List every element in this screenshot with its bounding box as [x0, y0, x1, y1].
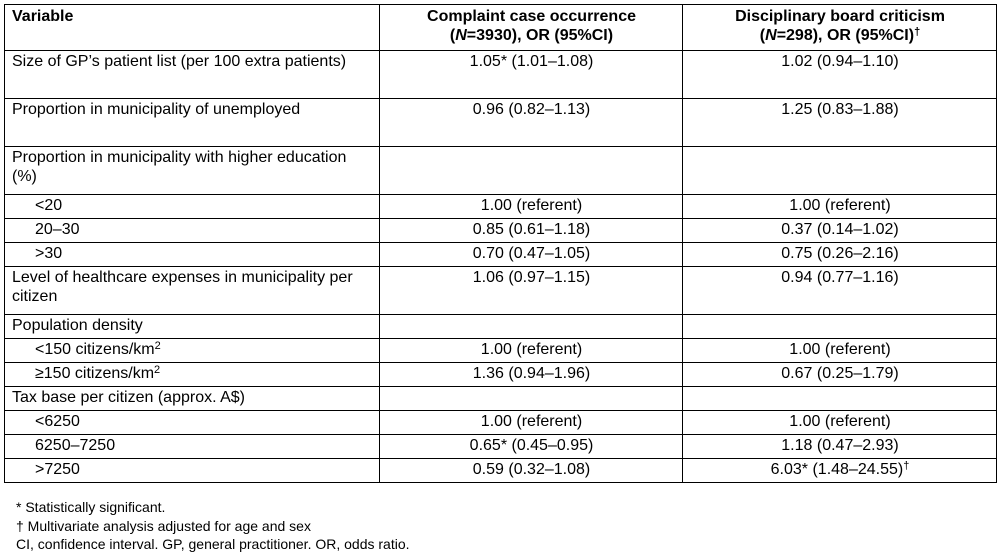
header-complaint-rest: =3930), OR (95%CI) — [466, 27, 614, 44]
row-label: Size of GP’s patient list (per 100 extra patients) — [5, 51, 380, 99]
row-label: Proportion in municipality with higher education (%) — [5, 147, 380, 195]
row-label: >7250 — [5, 459, 380, 483]
table-row — [5, 99, 997, 147]
complaint-value: 0.70 (0.47–1.05) — [380, 243, 683, 267]
disciplinary-value: 0.37 (0.14–1.02) — [683, 219, 997, 243]
header-variable: Variable — [5, 5, 380, 51]
table-row — [5, 435, 997, 459]
complaint-value: 0.96 (0.82–1.13) — [380, 99, 683, 147]
footnotes — [16, 498, 410, 554]
disciplinary-value: 0.94 (0.77–1.16) — [683, 267, 997, 315]
table-row — [5, 387, 997, 411]
disciplinary-value — [683, 315, 997, 339]
odds-ratio-table — [4, 4, 997, 483]
dagger-mark: † — [903, 460, 910, 472]
row-label-cell — [5, 363, 380, 387]
table-row — [5, 315, 997, 339]
disciplinary-value: 1.00 (referent) — [683, 339, 997, 363]
disciplinary-value: 1.00 (referent) — [683, 411, 997, 435]
header-complaint-case — [380, 5, 683, 51]
complaint-value — [380, 315, 683, 339]
row-label: Proportion in municipality of unemployed — [5, 99, 380, 147]
table-row — [5, 195, 997, 219]
header-complaint-title: Complaint case occurrence — [427, 8, 636, 25]
table-row — [5, 459, 997, 483]
row-label: >30 — [5, 243, 380, 267]
table-row — [5, 147, 997, 195]
table-row — [5, 363, 997, 387]
header-disciplinary-open: ( — [759, 27, 766, 44]
disciplinary-value: 1.25 (0.83–1.88) — [683, 99, 997, 147]
disciplinary-value — [683, 147, 997, 195]
table-row — [5, 411, 997, 435]
complaint-value: 0.59 (0.32–1.08) — [380, 459, 683, 483]
disciplinary-value: 1.02 (0.94–1.10) — [683, 51, 997, 99]
superscript: 2 — [154, 340, 161, 352]
complaint-value: 0.65* (0.45–0.95) — [380, 435, 683, 459]
dagger-mark: † — [914, 26, 921, 38]
footnote-significant: * Statistically significant. — [16, 499, 166, 515]
row-label: <6250 — [5, 411, 380, 435]
table-row — [5, 243, 997, 267]
table-row — [5, 267, 997, 315]
footnote-abbreviations: CI, confidence interval. GP, general practitioner. OR, odds ratio. — [16, 536, 410, 552]
complaint-value — [380, 387, 683, 411]
complaint-value: 0.85 (0.61–1.18) — [380, 219, 683, 243]
complaint-value: 1.06 (0.97–1.15) — [380, 267, 683, 315]
header-complaint-n: N — [455, 27, 467, 44]
disciplinary-value: 0.75 (0.26–2.16) — [683, 243, 997, 267]
header-disciplinary-n: N — [765, 27, 777, 44]
row-label-cell — [5, 339, 380, 363]
disciplinary-value: 1.00 (referent) — [683, 195, 997, 219]
table-row — [5, 219, 997, 243]
header-row — [5, 5, 997, 51]
row-label: Level of healthcare expenses in municipality per citizen — [5, 267, 380, 315]
header-disciplinary-rest: =298), OR (95%CI) — [776, 27, 915, 44]
row-label: 6250–7250 — [5, 435, 380, 459]
row-label: <20 — [5, 195, 380, 219]
table-row — [5, 339, 997, 363]
disciplinary-value-cell — [683, 459, 997, 483]
superscript: 2 — [154, 364, 161, 376]
row-label: 20–30 — [5, 219, 380, 243]
disciplinary-value: 1.18 (0.47–2.93) — [683, 435, 997, 459]
complaint-value: 1.36 (0.94–1.96) — [380, 363, 683, 387]
row-label: <150 citizens/km — [35, 341, 155, 358]
complaint-value: 1.00 (referent) — [380, 411, 683, 435]
header-disciplinary-title: Disciplinary board criticism — [735, 8, 945, 25]
complaint-value: 1.05* (1.01–1.08) — [380, 51, 683, 99]
complaint-value — [380, 147, 683, 195]
disciplinary-value: 0.67 (0.25–1.79) — [683, 363, 997, 387]
row-label: Population density — [5, 315, 380, 339]
complaint-value: 1.00 (referent) — [380, 195, 683, 219]
row-label: Tax base per citizen (approx. A$) — [5, 387, 380, 411]
complaint-value: 1.00 (referent) — [380, 339, 683, 363]
header-disciplinary-board — [683, 5, 997, 51]
row-label: ≥150 citizens/km — [35, 365, 155, 382]
footnote-multivariate: † Multivariate analysis adjusted for age and sex — [16, 517, 311, 534]
disciplinary-value — [683, 387, 997, 411]
disciplinary-value: 6.03* (1.48–24.55) — [770, 461, 904, 478]
table-row — [5, 51, 997, 99]
header-complaint-open: ( — [449, 27, 456, 44]
